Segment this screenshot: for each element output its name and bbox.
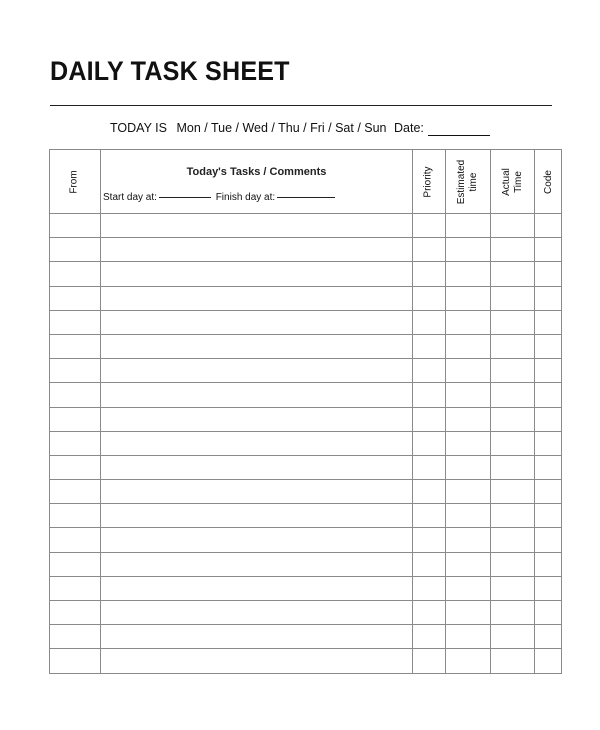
cell-actual[interactable] [491, 431, 535, 455]
cell-task[interactable] [101, 528, 413, 552]
cell-code[interactable] [535, 528, 562, 552]
cell-actual[interactable] [491, 576, 535, 600]
cell-code[interactable] [535, 238, 562, 262]
today-label: TODAY IS [110, 121, 167, 135]
cell-task[interactable] [101, 649, 413, 673]
cell-code[interactable] [535, 552, 562, 576]
header-priority-label: Priority [423, 165, 434, 198]
cell-task[interactable] [101, 601, 413, 625]
cell-actual[interactable] [491, 625, 535, 649]
table-row [50, 625, 562, 649]
cell-task[interactable] [101, 407, 413, 431]
cell-actual[interactable] [491, 359, 535, 383]
cell-estimated[interactable] [446, 407, 491, 431]
header-actual-time [491, 150, 535, 214]
table-row [50, 238, 562, 262]
cell-task[interactable] [101, 576, 413, 600]
header-estimated-label: Estimated time [456, 159, 480, 204]
cell-task[interactable] [101, 359, 413, 383]
header-tasks-title: Today's Tasks / Comments [186, 166, 327, 178]
cell-from[interactable] [50, 625, 101, 649]
table-row [50, 504, 562, 528]
cell-priority[interactable] [413, 601, 446, 625]
cell-actual[interactable] [491, 286, 535, 310]
cell-actual[interactable] [491, 649, 535, 673]
table-row [50, 601, 562, 625]
cell-code[interactable] [535, 359, 562, 383]
cell-code[interactable] [535, 480, 562, 504]
cell-from[interactable] [50, 601, 101, 625]
cell-estimated[interactable] [446, 649, 491, 673]
cell-code[interactable] [535, 286, 562, 310]
table-row [50, 214, 562, 238]
cell-code[interactable] [535, 214, 562, 238]
cell-task[interactable] [101, 552, 413, 576]
cell-task[interactable] [101, 238, 413, 262]
date-blank-line[interactable] [428, 135, 490, 136]
header-code-label: Code [542, 169, 554, 194]
finish-day-blank[interactable] [277, 197, 335, 198]
table-row [50, 528, 562, 552]
cell-code[interactable] [535, 455, 562, 479]
cell-priority[interactable] [413, 383, 446, 407]
header-code [535, 150, 562, 214]
header-from-label: From [69, 169, 80, 194]
table-body [50, 214, 562, 674]
title-divider [50, 105, 552, 106]
page-title: DAILY TASK SHEET [50, 56, 290, 86]
table-row [50, 431, 562, 455]
table-row [50, 383, 562, 407]
header-tasks [101, 150, 413, 214]
cell-code[interactable] [535, 383, 562, 407]
cell-task[interactable] [101, 431, 413, 455]
cell-from[interactable] [50, 310, 101, 334]
cell-actual[interactable] [491, 383, 535, 407]
cell-actual[interactable] [491, 552, 535, 576]
cell-estimated[interactable] [446, 286, 491, 310]
cell-from[interactable] [50, 431, 101, 455]
cell-estimated[interactable] [446, 528, 491, 552]
cell-code[interactable] [535, 262, 562, 286]
cell-code[interactable] [535, 625, 562, 649]
table-row [50, 576, 562, 600]
cell-priority[interactable] [413, 576, 446, 600]
cell-priority[interactable] [413, 552, 446, 576]
cell-code[interactable] [535, 504, 562, 528]
cell-priority[interactable] [413, 359, 446, 383]
cell-priority[interactable] [413, 214, 446, 238]
cell-actual[interactable] [491, 528, 535, 552]
cell-task[interactable] [101, 310, 413, 334]
cell-estimated[interactable] [446, 310, 491, 334]
table-row [50, 480, 562, 504]
cell-code[interactable] [535, 431, 562, 455]
cell-estimated[interactable] [446, 552, 491, 576]
table-row [50, 310, 562, 334]
cell-estimated[interactable] [446, 238, 491, 262]
cell-priority[interactable] [413, 528, 446, 552]
cell-estimated[interactable] [446, 359, 491, 383]
cell-actual[interactable] [491, 480, 535, 504]
cell-priority[interactable] [413, 431, 446, 455]
cell-estimated[interactable] [446, 601, 491, 625]
table-row [50, 407, 562, 431]
cell-from[interactable] [50, 359, 101, 383]
header-estimated-time [446, 150, 491, 214]
cell-estimated[interactable] [446, 480, 491, 504]
start-day-blank[interactable] [159, 197, 211, 198]
cell-actual[interactable] [491, 262, 535, 286]
cell-from[interactable] [50, 383, 101, 407]
weekday-options: Mon / Tue / Wed / Thu / Fri / Sat / Sun [176, 121, 387, 135]
table-row [50, 455, 562, 479]
today-line [110, 121, 387, 135]
cell-code[interactable] [535, 649, 562, 673]
cell-actual[interactable] [491, 504, 535, 528]
cell-actual[interactable] [491, 455, 535, 479]
cell-task[interactable] [101, 214, 413, 238]
cell-estimated[interactable] [446, 383, 491, 407]
cell-priority[interactable] [413, 504, 446, 528]
header-priority [413, 150, 446, 214]
cell-code[interactable] [535, 576, 562, 600]
table-row [50, 649, 562, 673]
cell-actual[interactable] [491, 407, 535, 431]
cell-priority[interactable] [413, 625, 446, 649]
cell-task[interactable] [101, 334, 413, 358]
cell-estimated[interactable] [446, 504, 491, 528]
cell-code[interactable] [535, 407, 562, 431]
cell-actual[interactable] [491, 214, 535, 238]
cell-from[interactable] [50, 407, 101, 431]
table-row [50, 286, 562, 310]
cell-task[interactable] [101, 504, 413, 528]
cell-estimated[interactable] [446, 625, 491, 649]
cell-from[interactable] [50, 262, 101, 286]
cell-estimated[interactable] [446, 334, 491, 358]
cell-actual[interactable] [491, 310, 535, 334]
table-row [50, 262, 562, 286]
cell-estimated[interactable] [446, 576, 491, 600]
cell-from[interactable] [50, 504, 101, 528]
cell-estimated[interactable] [446, 262, 491, 286]
cell-priority[interactable] [413, 238, 446, 262]
table-row [50, 334, 562, 358]
date-label: Date: [394, 121, 424, 135]
cell-from[interactable] [50, 214, 101, 238]
cell-actual[interactable] [491, 601, 535, 625]
cell-priority[interactable] [413, 455, 446, 479]
cell-from[interactable] [50, 649, 101, 673]
cell-from[interactable] [50, 480, 101, 504]
cell-task[interactable] [101, 286, 413, 310]
cell-actual[interactable] [491, 238, 535, 262]
cell-from[interactable] [50, 576, 101, 600]
cell-from[interactable] [50, 455, 101, 479]
table-header-row [50, 150, 562, 214]
cell-from[interactable] [50, 552, 101, 576]
cell-from[interactable] [50, 286, 101, 310]
cell-actual[interactable] [491, 334, 535, 358]
cell-code[interactable] [535, 334, 562, 358]
table-row [50, 359, 562, 383]
cell-from[interactable] [50, 334, 101, 358]
cell-estimated[interactable] [446, 214, 491, 238]
task-table [49, 149, 562, 674]
cell-priority[interactable] [413, 649, 446, 673]
cell-priority[interactable] [413, 262, 446, 286]
start-finish-line [103, 192, 337, 203]
cell-priority[interactable] [413, 334, 446, 358]
cell-code[interactable] [535, 310, 562, 334]
cell-priority[interactable] [413, 286, 446, 310]
table-row [50, 552, 562, 576]
cell-priority[interactable] [413, 480, 446, 504]
start-day-label: Start day at: [103, 192, 157, 203]
cell-task[interactable] [101, 262, 413, 286]
cell-task[interactable] [101, 383, 413, 407]
cell-priority[interactable] [413, 407, 446, 431]
header-from [50, 150, 101, 214]
header-actual-label: Actual Time [500, 167, 524, 196]
cell-estimated[interactable] [446, 455, 491, 479]
cell-priority[interactable] [413, 310, 446, 334]
cell-from[interactable] [50, 238, 101, 262]
cell-task[interactable] [101, 625, 413, 649]
cell-estimated[interactable] [446, 431, 491, 455]
finish-day-label: Finish day at: [215, 192, 276, 203]
cell-task[interactable] [101, 455, 413, 479]
cell-code[interactable] [535, 601, 562, 625]
cell-from[interactable] [50, 528, 101, 552]
cell-task[interactable] [101, 480, 413, 504]
